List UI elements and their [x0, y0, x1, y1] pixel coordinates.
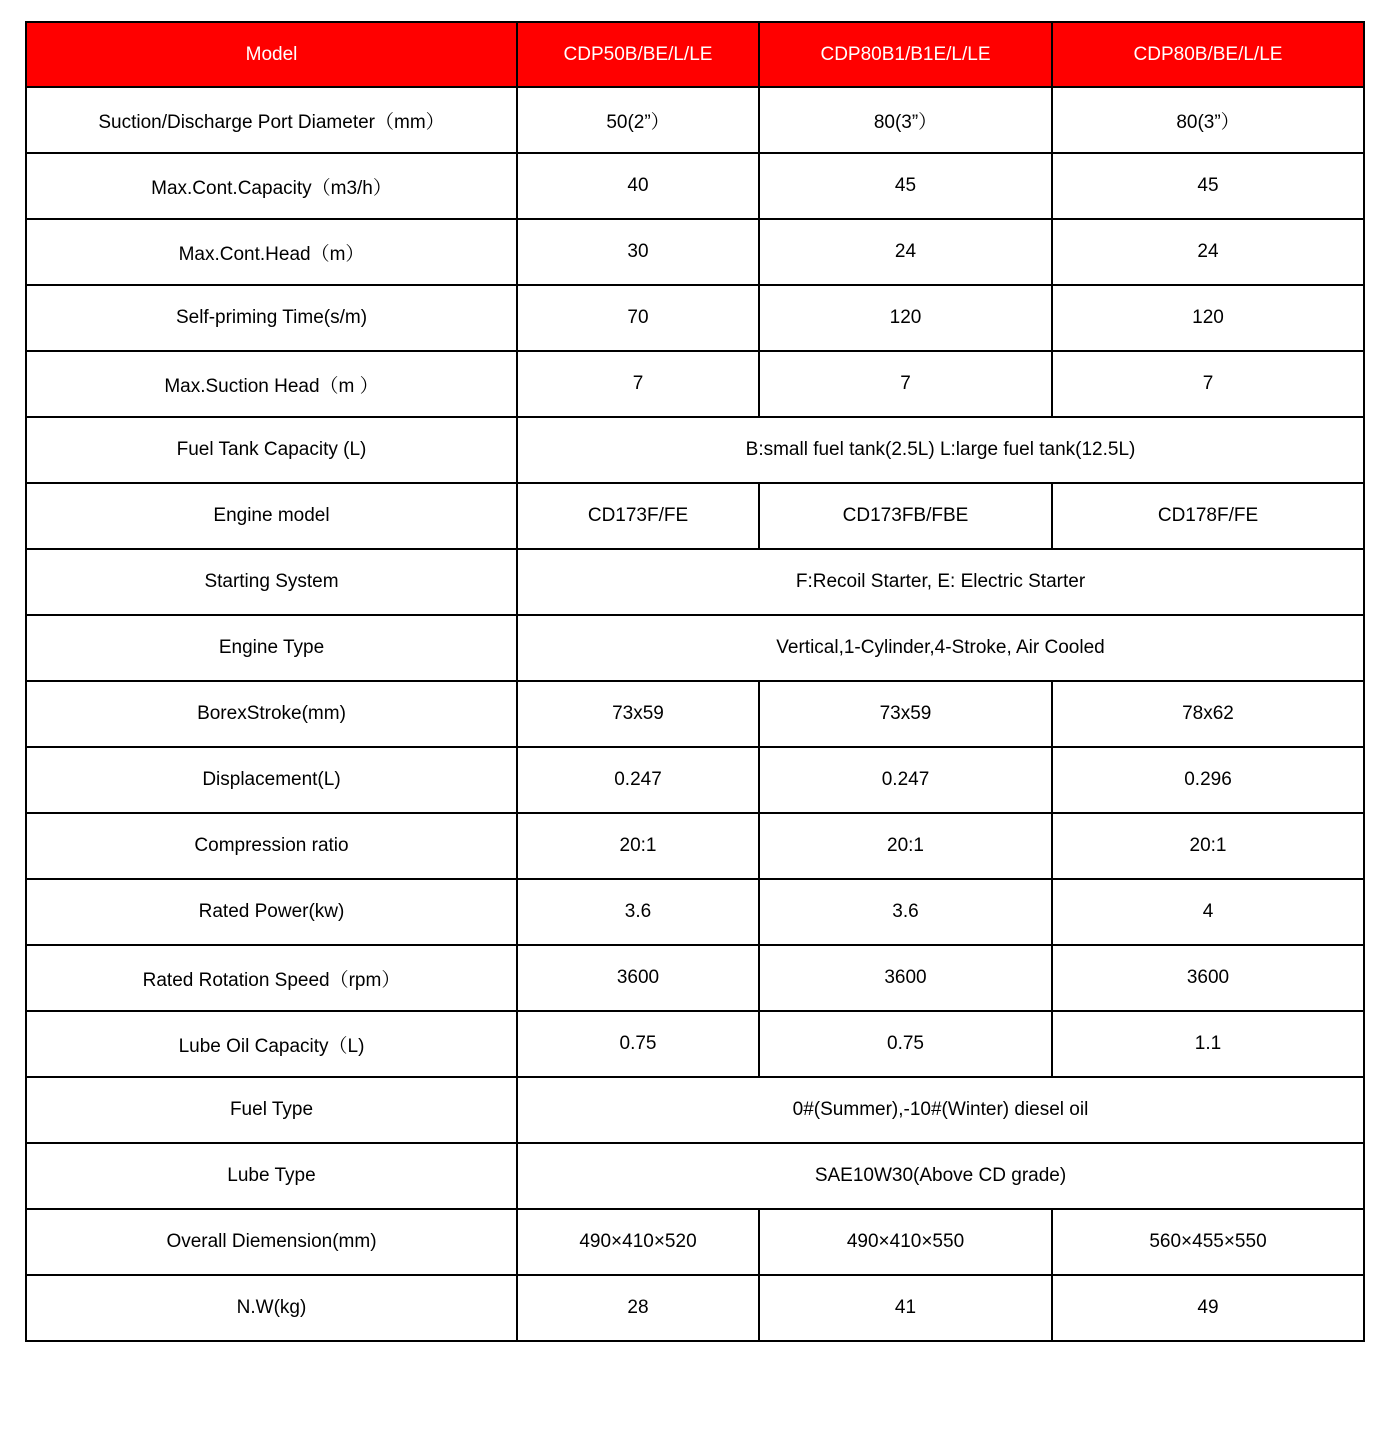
table-row [26, 615, 1364, 681]
merged-value-cell: Vertical,1-Cylinder,4-Stroke, Air Cooled [517, 615, 1364, 681]
value-cell: 24 [759, 219, 1052, 285]
table-row [26, 549, 1364, 615]
value-cell: 7 [1052, 351, 1364, 417]
value-cell: 24 [1052, 219, 1364, 285]
row-label: Engine model [26, 483, 517, 549]
value-cell: 3600 [517, 945, 759, 1011]
value-cell: 120 [759, 285, 1052, 351]
table-header [26, 22, 1364, 87]
row-label: Fuel Tank Capacity (L) [26, 417, 517, 483]
value-cell: 73x59 [759, 681, 1052, 747]
row-label: Fuel Type [26, 1077, 517, 1143]
row-label: Max.Cont.Capacity（m3/h） [26, 153, 517, 219]
table-row [26, 417, 1364, 483]
merged-value-cell: SAE10W30(Above CD grade) [517, 1143, 1364, 1209]
row-label: Overall Diemension(mm) [26, 1209, 517, 1275]
row-label: Lube Oil Capacity（L) [26, 1011, 517, 1077]
header-cell-cdp80b: CDP80B/BE/L/LE [1052, 22, 1364, 87]
table-row [26, 1143, 1364, 1209]
value-cell: 45 [759, 153, 1052, 219]
value-cell: 490×410×550 [759, 1209, 1052, 1275]
table-row [26, 351, 1364, 417]
row-label: Suction/Discharge Port Diameter（mm） [26, 87, 517, 153]
row-label: Engine Type [26, 615, 517, 681]
value-cell: 41 [759, 1275, 1052, 1341]
spec-table [25, 21, 1365, 1342]
row-label: Displacement(L) [26, 747, 517, 813]
value-cell: 120 [1052, 285, 1364, 351]
header-cell-model: Model [26, 22, 517, 87]
table-row [26, 945, 1364, 1011]
value-cell: 560×455×550 [1052, 1209, 1364, 1275]
value-cell: 1.1 [1052, 1011, 1364, 1077]
value-cell: 3.6 [759, 879, 1052, 945]
value-cell: 78x62 [1052, 681, 1364, 747]
row-label: N.W(kg) [26, 1275, 517, 1341]
table-row [26, 1275, 1364, 1341]
row-label: Max.Suction Head（m ） [26, 351, 517, 417]
row-label: Lube Type [26, 1143, 517, 1209]
value-cell: 0.296 [1052, 747, 1364, 813]
row-label: Self-priming Time(s/m) [26, 285, 517, 351]
value-cell: 40 [517, 153, 759, 219]
value-cell: 70 [517, 285, 759, 351]
table-row [26, 1011, 1364, 1077]
value-cell: 7 [759, 351, 1052, 417]
table-row [26, 681, 1364, 747]
merged-value-cell: B:small fuel tank(2.5L) L:large fuel tank(12.5L) [517, 417, 1364, 483]
value-cell: 0.75 [517, 1011, 759, 1077]
value-cell: 49 [1052, 1275, 1364, 1341]
row-label: BorexStroke(mm) [26, 681, 517, 747]
value-cell: 0.247 [759, 747, 1052, 813]
value-cell: 30 [517, 219, 759, 285]
table-row [26, 219, 1364, 285]
value-cell: CD173F/FE [517, 483, 759, 549]
row-label: Rated Rotation Speed（rpm） [26, 945, 517, 1011]
table-row [26, 879, 1364, 945]
row-label: Starting System [26, 549, 517, 615]
value-cell: 490×410×520 [517, 1209, 759, 1275]
merged-value-cell: 0#(Summer),-10#(Winter) diesel oil [517, 1077, 1364, 1143]
value-cell: 28 [517, 1275, 759, 1341]
value-cell: 20:1 [759, 813, 1052, 879]
table-body [26, 87, 1364, 1341]
row-label: Rated Power(kw) [26, 879, 517, 945]
value-cell: CD173FB/FBE [759, 483, 1052, 549]
value-cell: 3600 [1052, 945, 1364, 1011]
value-cell: 7 [517, 351, 759, 417]
header-cell-cdp50b: CDP50B/BE/L/LE [517, 22, 759, 87]
value-cell: 3600 [759, 945, 1052, 1011]
row-label: Max.Cont.Head（m） [26, 219, 517, 285]
value-cell: 20:1 [1052, 813, 1364, 879]
table-row [26, 747, 1364, 813]
value-cell: 45 [1052, 153, 1364, 219]
row-label: Compression ratio [26, 813, 517, 879]
table-row [26, 813, 1364, 879]
value-cell: 0.247 [517, 747, 759, 813]
table-row [26, 153, 1364, 219]
value-cell: 20:1 [517, 813, 759, 879]
value-cell: 80(3”） [1052, 87, 1364, 153]
table-row [26, 1077, 1364, 1143]
table-row [26, 483, 1364, 549]
merged-value-cell: F:Recoil Starter, E: Electric Starter [517, 549, 1364, 615]
value-cell: CD178F/FE [1052, 483, 1364, 549]
header-row [26, 22, 1364, 87]
value-cell: 3.6 [517, 879, 759, 945]
table-row [26, 87, 1364, 153]
value-cell: 80(3”） [759, 87, 1052, 153]
value-cell: 50(2”） [517, 87, 759, 153]
table-row [26, 285, 1364, 351]
value-cell: 0.75 [759, 1011, 1052, 1077]
header-cell-cdp80b1: CDP80B1/B1E/L/LE [759, 22, 1052, 87]
value-cell: 73x59 [517, 681, 759, 747]
value-cell: 4 [1052, 879, 1364, 945]
table-row [26, 1209, 1364, 1275]
